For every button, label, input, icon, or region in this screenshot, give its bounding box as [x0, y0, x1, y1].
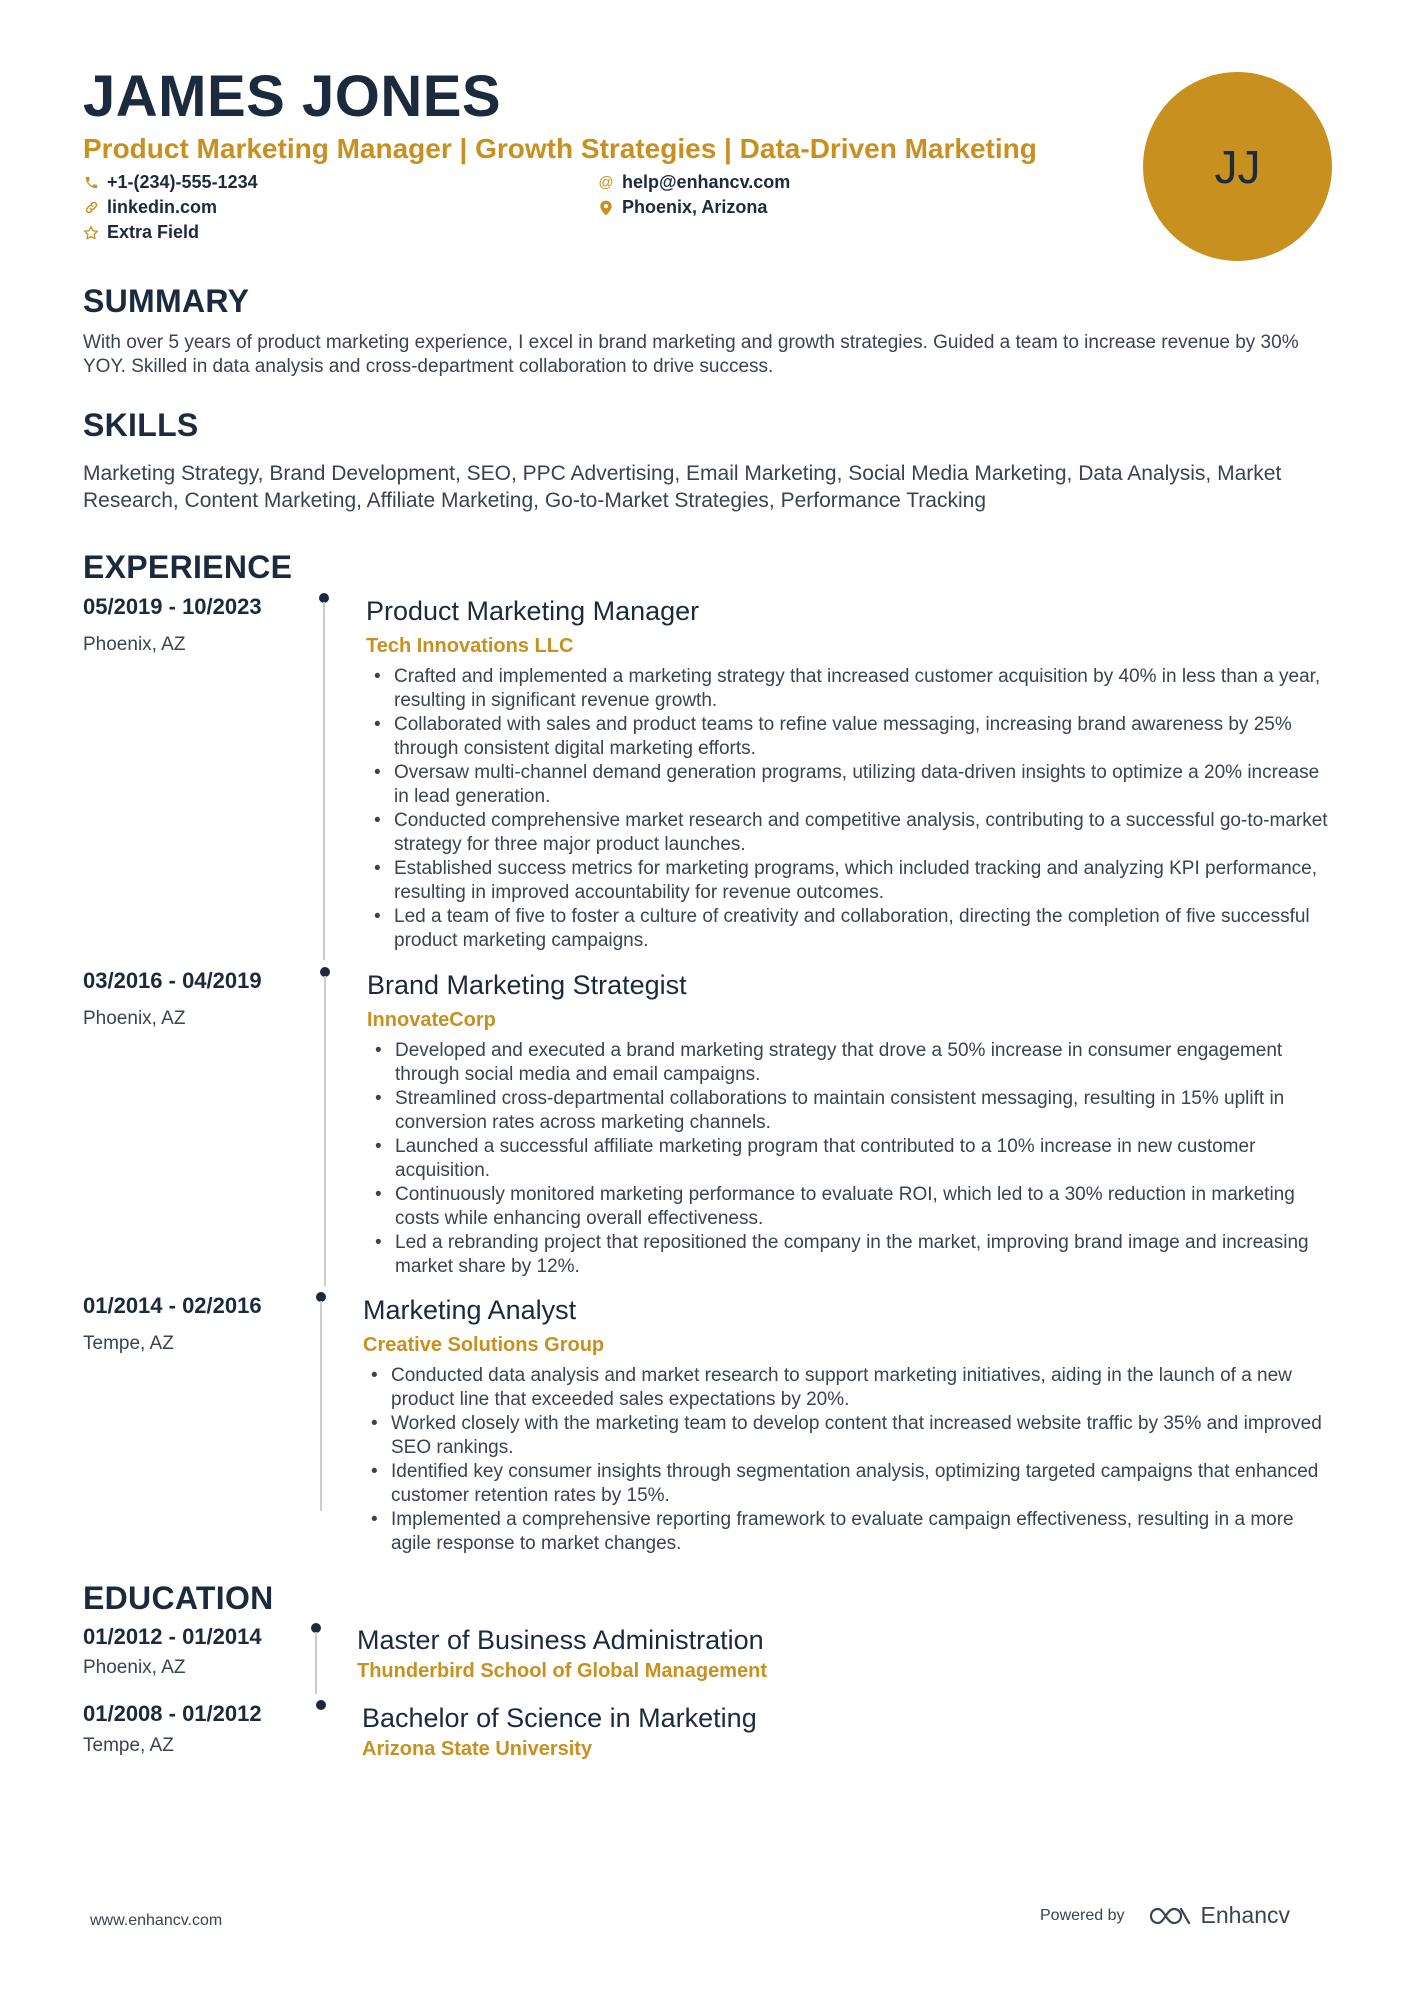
avatar: [1143, 72, 1332, 261]
email-text[interactable]: help@enhancv.com: [622, 172, 791, 192]
job-bullet: • Oversaw multi-channel demand generation programs, utilizing data-driven insights to optimize a 20% increase in lead generation.: [366, 761, 1336, 809]
star-icon: [83, 225, 99, 241]
timeline-dot: [316, 1700, 326, 1710]
timeline-line: [320, 1301, 322, 1511]
education-degree: Bachelor of Science in Marketing: [362, 1703, 757, 1733]
timeline-line: [324, 976, 326, 1286]
contact-linkedin: [83, 197, 217, 218]
job-role: Brand Marketing Strategist: [367, 970, 687, 1000]
job-bullet: • Implemented a comprehensive reporting framework to evaluate campaign effectiveness, resulting in a more agile response to market changes.: [363, 1508, 1338, 1556]
contact-extra: [83, 222, 199, 243]
job-location: Tempe, AZ: [83, 1333, 174, 1354]
footer-powered-by: [1040, 1902, 1290, 1929]
skills-text: Marketing Strategy, Brand Development, SEO, PPC Advertising, Email Marketing, Social Media Marketing, Data Analysis, Market Research, Content Marketing, Affiliate Marketing, Go-to-Market Strategies, Performance Tracking: [83, 462, 1282, 512]
job-bullet: • Launched a successful affiliate marketing program that contributed to a 10% increase in new customer acquisition.: [367, 1135, 1337, 1183]
education-school: Thunderbird School of Global Management: [357, 1660, 768, 1682]
job-bullet: • Conducted data analysis and market research to support marketing initiatives, aiding in the launch of a new product line that exceeded sales expectations by 20%.: [363, 1364, 1338, 1412]
powered-by-label: Powered by: [1040, 1906, 1125, 1924]
job-location: Phoenix, AZ: [83, 634, 186, 655]
job-bullet: • Led a team of five to foster a culture of creativity and collaboration, directing the completion of five successful product marketing campaigns.: [366, 905, 1336, 953]
avatar-initials: JJ: [1214, 140, 1261, 193]
job-location: Phoenix, AZ: [83, 1008, 186, 1029]
education-degree: Master of Business Administration: [357, 1625, 764, 1655]
footer-website[interactable]: www.enhancv.com: [90, 1912, 223, 1929]
job-bullet: • Conducted comprehensive market research and competitive analysis, contributing to a successful go-to-market strategy for three major product launches.: [366, 809, 1336, 857]
contact-email: [598, 172, 790, 193]
job-bullet: • Collaborated with sales and product teams to refine value messaging, increasing brand awareness by 25% through consistent digital marketing efforts.: [366, 713, 1336, 761]
enhancv-brand-text: Enhancv: [1200, 1902, 1291, 1928]
job-dates: 01/2014 - 02/2016: [83, 1293, 262, 1318]
education-location: Phoenix, AZ: [83, 1657, 186, 1678]
job-bullets: [366, 665, 1336, 953]
timeline-line: [315, 1632, 317, 1694]
skills-heading: SKILLS: [83, 407, 199, 443]
job-bullet: • Identified key consumer insights through segmentation analysis, optimizing targeted campaigns that enhanced customer retention rates by 15%.: [363, 1460, 1338, 1508]
location-text: Phoenix, Arizona: [622, 197, 768, 217]
phone-icon: [83, 175, 99, 191]
job-role: Product Marketing Manager: [366, 596, 700, 626]
job-role: Marketing Analyst: [363, 1295, 577, 1325]
link-icon: [83, 200, 99, 216]
summary-text: With over 5 years of product marketing experience, I excel in brand marketing and growth strategies. Guided a team to increase revenue by 30% YOY. Skilled in data analysis and cross-department collaboration to drive success.: [83, 332, 1299, 377]
education-heading: EDUCATION: [83, 1580, 274, 1616]
headline: Product Marketing Manager | Growth Strategies | Data-Driven Marketing: [83, 133, 1037, 164]
map-pin-icon: [598, 200, 614, 216]
job-bullet: • Led a rebranding project that repositioned the company in the market, improving brand image and increasing market share by 12%.: [367, 1231, 1337, 1279]
candidate-name: JAMES JONES: [83, 64, 502, 129]
phone-text[interactable]: +1-(234)-555-1234: [107, 172, 258, 192]
job-bullet: • Streamlined cross-departmental collaborations to maintain consistent messaging, resulting in 15% uplift in conversion rates across marketing channels.: [367, 1087, 1337, 1135]
job-bullets: [367, 1039, 1337, 1279]
job-bullet: • Worked closely with the marketing team to develop content that increased website traffic by 35% and improved SEO rankings.: [363, 1412, 1338, 1460]
education-dates: 01/2012 - 01/2014: [83, 1624, 262, 1649]
contact-location: [598, 197, 767, 218]
linkedin-text[interactable]: linkedin.com: [107, 197, 218, 217]
timeline-line: [323, 602, 325, 960]
job-company: Tech Innovations LLC: [366, 635, 574, 657]
summary-heading: SUMMARY: [83, 283, 250, 319]
enhancv-logo[interactable]: [1147, 1902, 1291, 1929]
education-school: Arizona State University: [362, 1738, 593, 1760]
job-bullet: • Continuously monitored marketing performance to evaluate ROI, which led to a 30% reduction in marketing costs while enhancing overall effectiveness.: [367, 1183, 1337, 1231]
education-location: Tempe, AZ: [83, 1735, 174, 1756]
job-bullet: • Established success metrics for marketing programs, which included tracking and analyzing KPI performance, resulting in improved accountability for revenue outcomes.: [366, 857, 1336, 905]
contact-phone: [83, 172, 258, 193]
job-bullets: [363, 1364, 1338, 1556]
experience-heading: EXPERIENCE: [83, 549, 293, 585]
job-bullet: • Developed and executed a brand marketing strategy that drove a 50% increase in consumer engagement through social media and email campaigns.: [367, 1039, 1337, 1087]
extra-field-text: Extra Field: [107, 222, 200, 242]
job-dates: 03/2016 - 04/2019: [83, 968, 262, 993]
at-icon: @: [598, 174, 614, 191]
education-dates: 01/2008 - 01/2012: [83, 1701, 262, 1726]
job-dates: 05/2019 - 10/2023: [83, 594, 262, 619]
enhancv-logo-icon: [1147, 1904, 1193, 1928]
job-company: Creative Solutions Group: [363, 1334, 605, 1356]
job-bullet: • Crafted and implemented a marketing strategy that increased customer acquisition by 40% in less than a year, resulting in significant revenue growth.: [366, 665, 1336, 713]
job-company: InnovateCorp: [367, 1009, 496, 1031]
